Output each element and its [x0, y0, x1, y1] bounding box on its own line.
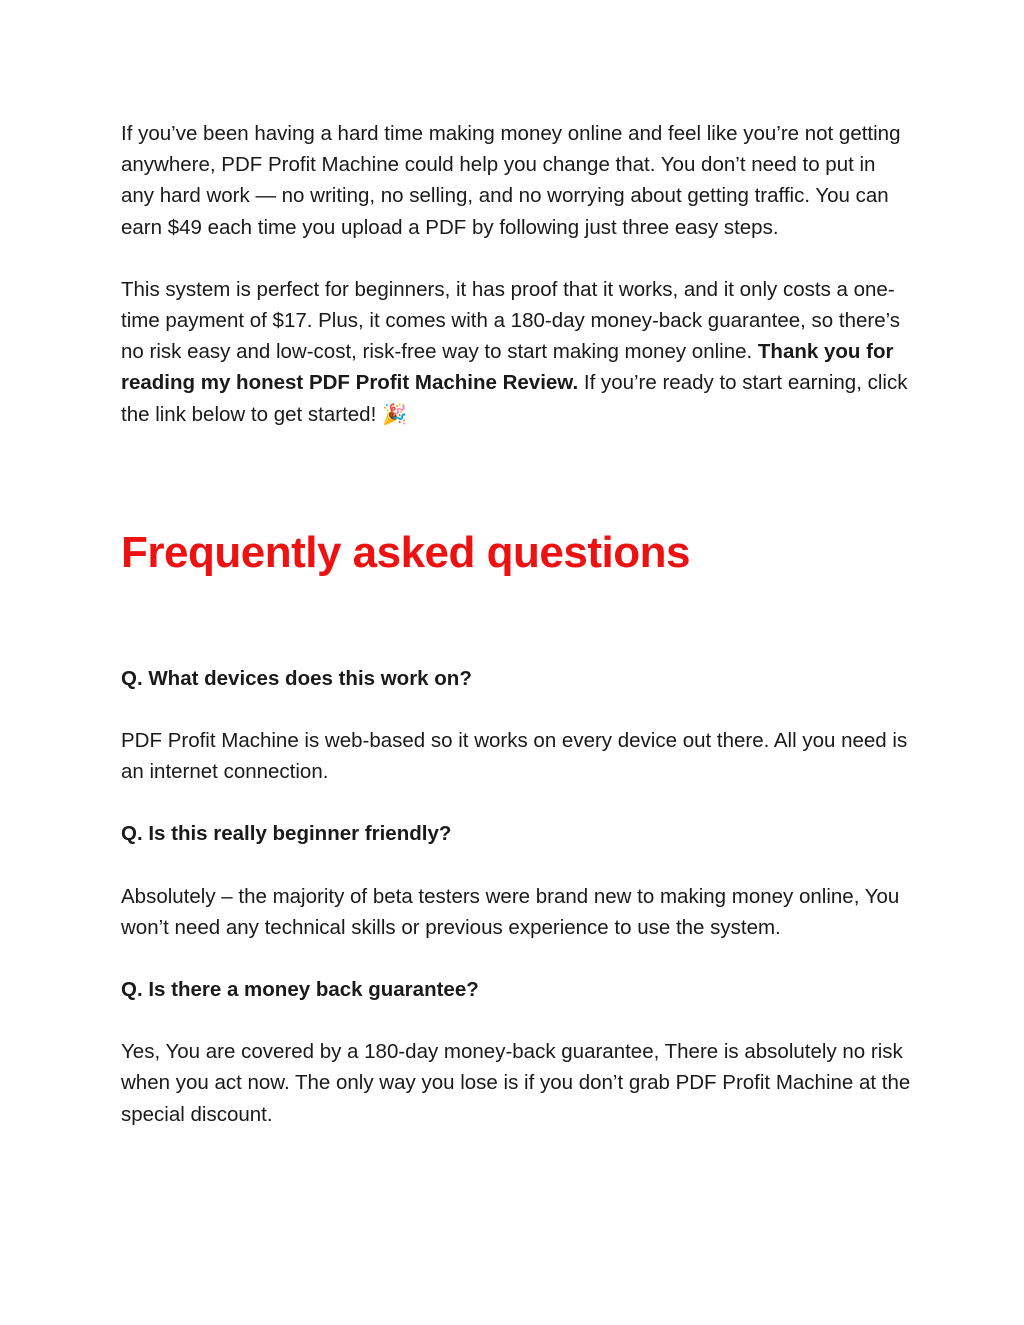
faq-answer: Absolutely – the majority of beta testers were brand new to making money online, You won’t need any technical skills or previous experience to use the system. [121, 884, 900, 939]
faq-heading: Frequently asked questions [121, 527, 690, 577]
faq-question: Q. Is this really beginner friendly? [121, 822, 452, 846]
intro-paragraph-1: If you’ve been having a hard time making money online and feel like you’re not getting anywhere, PDF Profit Machine could help you change that. You don’t need to put in any hard work — no writing, no selling, and no worrying about getting traffic. You can earn $49 each time you upload a PDF by following just three easy steps. [121, 122, 901, 239]
party-popper-icon: 🎉 [381, 403, 407, 426]
document-content [121, 118, 911, 1161]
faq-answer: PDF Profit Machine is web-based so it works on every device out there. All you need is an internet connection. [121, 729, 908, 784]
faq-question: Q. What devices does this work on? [121, 666, 472, 690]
intro-paragraph-2 [121, 274, 911, 431]
intro-paragraph-2-text: This system is perfect for beginners, it has proof that it works, and it only costs a one-time payment of $17. Plus, it comes with a 180-day money-back guarantee, so there’s no risk easy and low-cost, risk-free way to start making money online. [121, 277, 901, 364]
intro-paragraph-2-cta: If you’re ready to start earning, click the link below to get started! [121, 371, 908, 426]
review-thanks-text: Thank you for reading my honest PDF Profit Machine Review. [121, 340, 894, 395]
faq-question: Q. Is there a money back guarantee? [121, 978, 479, 1002]
faq-answer: Yes, You are covered by a 180-day money-back guarantee, There is absolutely no risk when you act now. The only way you lose is if you don’t grab PDF Profit Machine at the special discount. [121, 1040, 911, 1126]
faq-list [121, 663, 911, 1130]
